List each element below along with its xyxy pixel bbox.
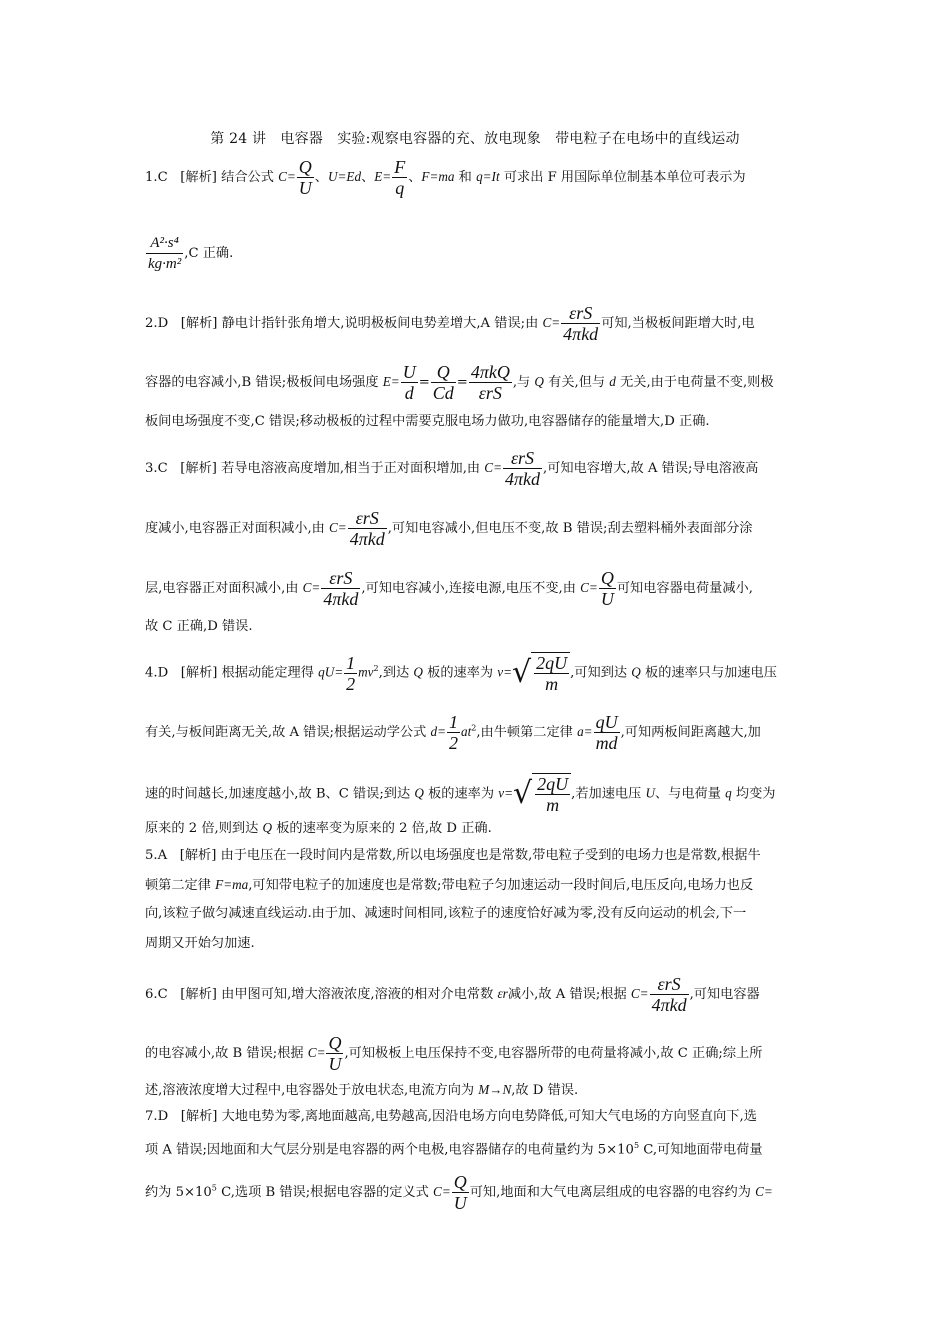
analysis-tag: [解析] (180, 461, 217, 476)
fraction-unit: $\frac{\text{A²·s⁴}}{\text{kg·m²}}$ (148, 235, 182, 272)
answer-6-line-1: 6.C [解析] 由甲图可知,增大溶液浓度,溶液的相对介电常数 εr减小,故 A 错误;根据 C= $\frac{\text{εrS}}{\text{4πkd}}$ ,可知电容器 (145, 974, 760, 1015)
answer-number: 7.D (145, 1109, 169, 1124)
answer-4-line-2: 有关,与板间距离无关,故 A 错误;根据运动学公式 d= $\frac{1}{2}$ $at^2$,由牛顿第二定律 a= $\frac{qU}{md}$ ,可知两板间距离越大,加 (145, 712, 761, 753)
answer-6-line-2: 的电容减小,故 B 错误;根据 C= $\frac{Q}{U}$ ,可知极板上电压保持不变,电容器所带的电荷量将减小,故 C 正确;综上所 (145, 1033, 763, 1074)
fraction-q-over-u: $\frac{Q}{U}$ (298, 157, 312, 198)
page-title: 第 24 讲 电容器 实验:观察电容器的充、放电现象 带电粒子在电场中的直线运动 (210, 131, 740, 147)
answer-number: 2.D (145, 316, 169, 331)
answer-2-line-2: 容器的电容减小,B 错误;极板间电场强度 E= $\frac{U}{d}$ = $\frac{Q}{Cd}$ = $\frac{\text{4πkQ}}{\text{εrS}}$ ,与 Q 有关,但与 d 无关,由于电荷量不变,则极 (145, 362, 774, 403)
analysis-tag: [解析] (180, 987, 217, 1002)
answer-7-line-1: 7.D [解析] 大地电势为零,离地面越高,电势越高,因沿电场方向电势降低,可知大气电场的方向竖直向下,选 (145, 1109, 757, 1124)
answer-3-line-1: 3.C [解析] 若导电溶液高度增加,相当于正对面积增加,由 C= $\frac{\text{εrS}}{\text{4πkd}}$ ,可知电容增大,故 A 错误;导电溶液高 (145, 448, 759, 489)
analysis-tag: [解析] (179, 848, 217, 863)
answer-4-line-3: 速的时间越长,加速度越小,故 B、C 错误;到达 Q 板的速率为 v= √ $\frac{2qU}{m}$ ,若加速电压 U、与电荷量 q 均变为 (145, 774, 776, 815)
answer-1-line-1: 1.C [解析] 结合公式 C= $\frac{Q}{U}$ 、U=Ed、E= $\frac{F}{q}$ 、F=ma 和 q=It 可求出 F 用国际单位制基本单位可表示为 (145, 157, 746, 198)
analysis-tag: [解析] (180, 665, 218, 681)
square-root: √ $\frac{2qU}{m}$ (512, 652, 570, 694)
answer-5-line-2: 顿第二定律 F=ma,可知带电粒子的加速度也是常数;带电粒子匀加速运动一段时间后,电压反向,电场力也反 (145, 877, 754, 893)
answer-1-line-2: $\frac{\text{A²·s⁴}}{\text{kg·m²}}$ ,C 正确. (148, 235, 234, 272)
answer-number: 4.D (145, 665, 169, 681)
answer-number: 5.A (145, 848, 168, 863)
answer-3-line-4: 故 C 正确,D 错误. (145, 619, 253, 634)
fraction-capacitance: $\frac{\text{εrS}}{\text{4πkd}}$ (563, 303, 599, 344)
analysis-tag: [解析] (180, 1109, 218, 1124)
analysis-tag: [解析] (180, 170, 217, 185)
answer-7-line-3: 约为 $5\times 10^5$ C,选项 B 错误;根据电容器的定义式 C= $\frac{Q}{U}$ 可知,地面和大气电离层组成的电容器的电容约为 C= (145, 1172, 773, 1213)
answer-5-line-3: 向,该粒子做匀减速直线运动.由于加、减速时间相同,该粒子的速度恰好减为零,没有反向运动的机会,下一 (145, 906, 747, 921)
answer-3-line-3: 层,电容器正对面积减小,由 C= $\frac{\text{εrS}}{\text{4πkd}}$ ,可知电容减小,连接电源,电压不变,由 C= $\frac{Q}{U}$ 可知电容器电荷量减小, (145, 568, 753, 609)
answer-7-line-2: 项 A 错误;因地面和大气层分别是电容器的两个电极,电容器储存的电荷量约为 $5\times 10^5$ C,可知地面带电荷量 (145, 1141, 763, 1158)
answer-5-line-1: 5.A [解析] 由于电压在一段时间内是常数,所以电场强度也是常数,带电粒子受到的电场力也是常数,根据牛 (145, 848, 761, 863)
answer-6-line-3: 述,溶液浓度增大过程中,电容器处于放电状态,电流方向为 M→N,故 D 错误. (145, 1082, 579, 1098)
answer-4-line-1: 4.D [解析] 根据动能定理得 qU= $\frac{1}{2}$ $mv^2$,到达 Q 板的速率为 v= √ $\frac{2qU}{m}$ ,可知到达 Q 板的速率只与加速电压 (145, 652, 777, 694)
answer-2-line-1: 2.D [解析] 静电计指针张角增大,说明极板间电势差增大,A 错误;由 C= $\frac{\text{εrS}}{\text{4πkd}}$ 可知,当极板间距增大时,电 (145, 303, 755, 344)
answer-3-line-2: 度减小,电容器正对面积减小,由 C= $\frac{\text{εrS}}{\text{4πkd}}$ ,可知电容减小,但电压不变,故 B 错误;刮去塑料桶外表面部分涂 (145, 508, 753, 549)
answer-number: 6.C (145, 987, 168, 1002)
answer-number: 3.C (145, 461, 168, 476)
analysis-tag: [解析] (180, 316, 218, 331)
answer-5-line-4: 周期又开始匀加速. (145, 936, 255, 951)
answer-4-line-4: 原来的 2 倍,则到达 Q 板的速率变为原来的 2 倍,故 D 正确. (145, 820, 492, 836)
answer-2-line-3: 板间电场强度不变,C 错误;移动极板的过程中需要克服电场力做功,电容器储存的能量增大,D 正确. (145, 414, 710, 429)
fraction-f-over-q: $\frac{F}{q}$ (394, 157, 406, 198)
answer-number: 1.C (145, 170, 168, 185)
